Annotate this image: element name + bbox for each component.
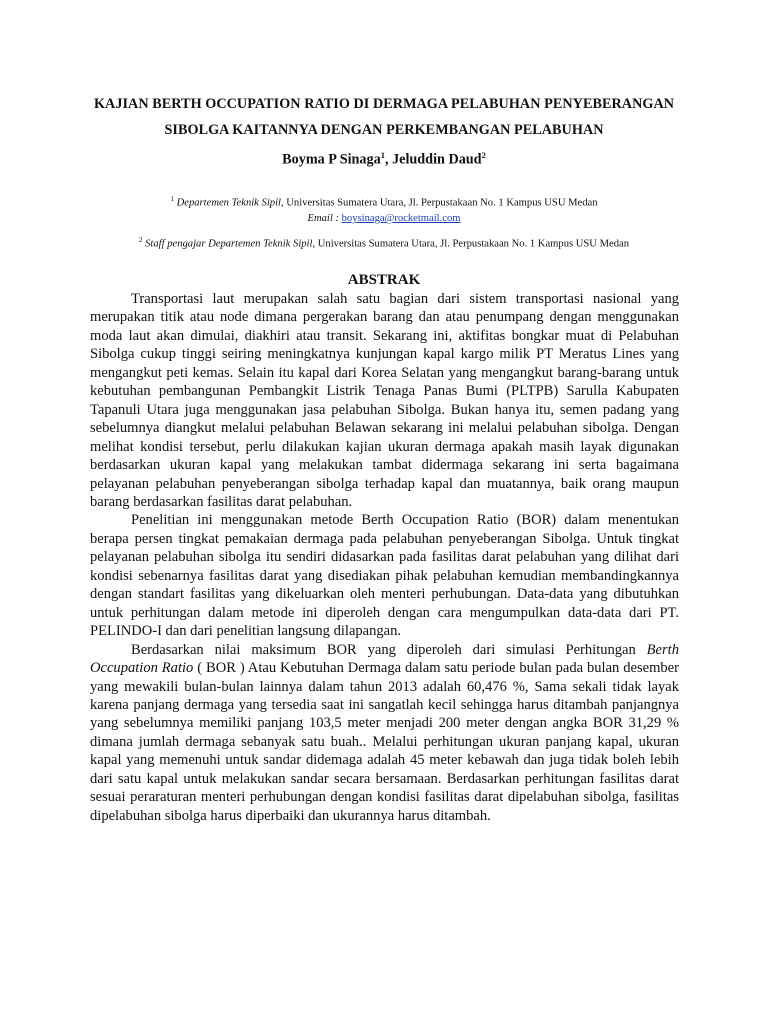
author-affiliation-marker: 1 bbox=[380, 150, 385, 160]
affiliation-department: Staff pengajar Departemen Teknik Sipil bbox=[145, 238, 313, 250]
abstract-paragraph-2: Penelitian ini menggunakan metode Berth Occupation Ratio (BOR) dalam menentukan berapa persen tingkat pemakaian dermaga pada pelabuhan penyeberangan Sibolga. Untuk tingkat pelayanan pelabuhan sibolga itu sendiri didasarkan pada fasilitas darat pelabuhan yang dilihat dari kondisi sebenarnya fasilitas darat yang disediakan pihak pelabuhan kemudian membandingkannya dengan standart fasilitas yang dikeluarkan oleh menteri perhubungan. Data-data yang dibutuhkan untuk perhitungan dalam metode ini diperoleh dengan cara mengumpulkan data-data dari PT. PELINDO-I dan dari penelitian langsung dilapangan. bbox=[90, 512, 679, 640]
affiliation-department: Departemen Teknik Sipil bbox=[176, 197, 281, 209]
email-line bbox=[0, 212, 768, 226]
author-affiliation-marker: 2 bbox=[481, 150, 486, 160]
email-label: Email : bbox=[307, 213, 342, 224]
affiliation-address: , Universitas Sumatera Utara, Jl. Perpustakaan No. 1 Kampus USU Medan bbox=[280, 197, 598, 209]
title-line-2: SIBOLGA KAITANNYA DENGAN PERKEMBANGAN PELABUHAN bbox=[164, 122, 604, 138]
author-separator: , bbox=[384, 151, 393, 168]
affiliation-marker: 1 bbox=[170, 195, 174, 203]
abstract-paragraph-1: Transportasi laut merupakan salah satu bagian dari sistem transportasi nasional yang merupakan titik atau node dimana pergerakan barang dan atau penumpang dengan menggunakan moda laut akan dimulai, diakhiri atau transit. Sekarang ini, aktifitas bongkar muat di Pelabuhan Sibolga cukup tinggi seiring meningkatnya kunjungan kapal kargo milik PT Meratus Lines yang mengangkut peti kemas. Selain itu kapal dari Korea Selatan yang mengangkut barang-barang untuk kebutuhan pembangunan Pembangkit Listrik Tenaga Panas Bumi (PLTPB) Sarulla Kabupaten Tapanuli Utara juga menggunakan jasa pelabuhan Sibolga. Bukan hanya itu, semen padang yang sebelumnya diangkut melalui pelabuhan Belawan sekarang ini melalui pelabuhan sibolga. Dengan melihat kondisi tersebut, perlu dilakukan kajian ukuran dermaga apakah masih layak digunakan berdasarkan ukuran kapal yang melakukan tambat didermaga sekarang ini serta bagaimana pelayanan pelabuhan penyeberangan sibolga terhadap kapal dan muatannya, baik orang maupun barang berdasarkan fasilitas darat pelabuhan. bbox=[90, 291, 679, 510]
affiliation-1 bbox=[0, 192, 768, 211]
author-name: Boyma P Sinaga bbox=[282, 151, 381, 168]
italic-term: Berth Occupation Ratio bbox=[90, 641, 679, 677]
affiliation-2 bbox=[0, 233, 768, 252]
title-line-1: KAJIAN BERTH OCCUPATION RATIO DI DERMAGA PELABUHAN PENYEBERANGAN bbox=[93, 96, 675, 112]
paragraph-text: Berdasarkan nilai maksimum BOR yang diperoleh dari simulasi Perhitungan bbox=[131, 641, 647, 658]
paper-title bbox=[60, 91, 708, 143]
author-list bbox=[0, 150, 768, 169]
paragraph-text: ( BOR ) Atau Kebutuhan Dermaga dalam satu periode bulan pada bulan desember yang mewakili bulan-bulan lainnya dalam tahun 2013 adalah 60,476 %, Sama sekali tidak layak karena panjang dermaga yang tersedia saat ini sangatlah kecil sehingga harus ditambah panjangnya yang sebelumnya memiliki panjang 103,5 meter menjadi 200 meter dengan angka BOR 31,29 % dimana jumlah dermaga sebanyak satu buah.. Melalui perhitungan ukuran panjang kapal, ukuran kapal yang memenuhi untuk sandar didemaga adalah 45 meter kebawah dan juga tidak boleh lebih dari satu kapal untuk melakukan sandar secara bersamaan. Berdasarkan perhitungan fasilitas darat sesuai peraraturan menteri perhubungan dengan kondisi fasilitas darat dipelabuhan sibolga, fasilitas dipelabuhan sibolga harus diperbaiki dan ukurannya harus ditambah. bbox=[90, 660, 679, 824]
abstract-paragraph-3 bbox=[90, 641, 679, 826]
email-link[interactable]: boysinaga@rocketmail.com bbox=[341, 213, 461, 224]
affiliation-marker: 2 bbox=[138, 236, 143, 244]
abstract-heading: ABSTRAK bbox=[347, 272, 421, 288]
affiliation-address: , Universitas Sumatera Utara, Jl. Perpustakaan No. 1 Kampus USU Medan bbox=[312, 238, 630, 250]
author-name: Jeluddin Daud bbox=[392, 151, 482, 168]
abstract-body bbox=[90, 290, 679, 825]
